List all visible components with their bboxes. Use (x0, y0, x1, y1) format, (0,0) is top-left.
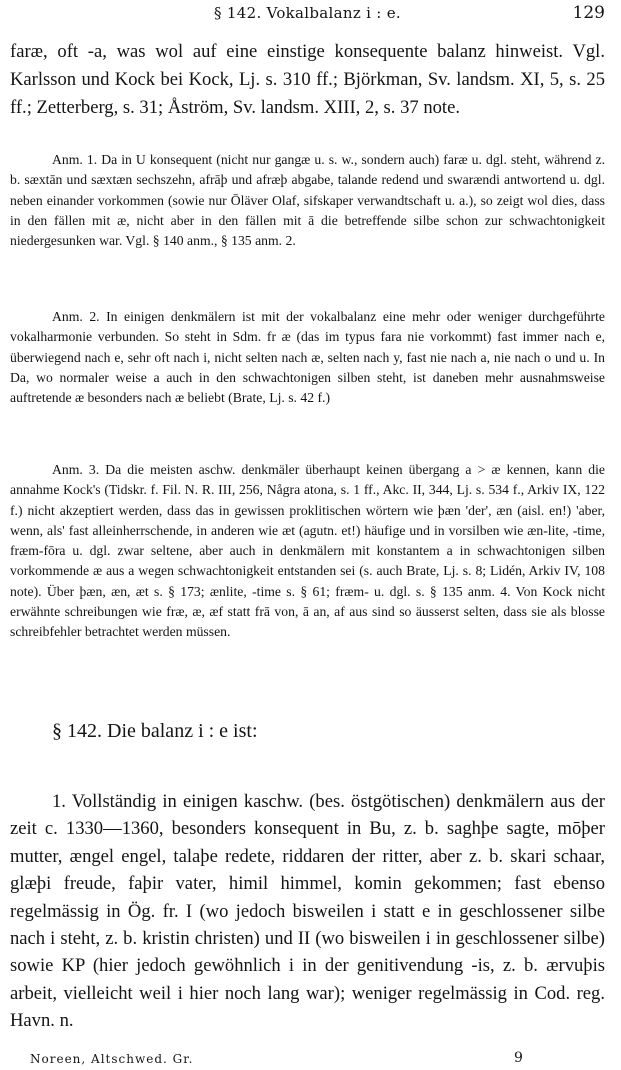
section-heading: § 142. Die balanz i : e ist: (52, 720, 258, 742)
header-title: § 142. Vokalbalanz i : e. (214, 4, 401, 22)
footer-sheet-number: 9 (514, 1050, 523, 1066)
main-paragraph: faræ, oft -a, was wol auf eine einstige konsequente balanz hinweist. Vgl. Karlsson und Kock bei Kock, Lj. s. 310 ff.; Björkman, Sv. landsm. XI, 5, s. 25 ff.; Zetterberg, s. 31; Åström, Sv. landsm. XIII, 2, s. 37 note. (10, 41, 605, 118)
annotation-2: Anm. 2. In einigen denkmälern ist mit der vokalbalanz eine mehr oder weniger durchgeführte vokalharmonie verbunden. So steht in Sdm. fr æ (das im typus fara nie vorkommt) fast immer nach e, überwiegend nach e, sehr oft nach i, nicht selten nach æ, selten nach y, fast nie nach a, nie nach o und u. In Da, wo normaler weise a auch in den schwachtonigen silben steht, ist daneben mehr ausnahmsweise auftretende æ besonders nach æ beliebt (Brate, Lj. s. 42 f.) (10, 309, 605, 406)
footer-signature: Noreen, Altschwed. Gr. (30, 1052, 194, 1066)
annotation-1: Anm. 1. Da in U konsequent (nicht nur gangæ u. s. w., sondern auch) faræ u. dgl. steht, während z. b. sæxtān und sæxtæn sechszehn, afrāþ und afræþ abgabe, talande redend und swarændi antwortend u. dgl. neben einander vorkommen (sowie nur Ōläver Olaf, sifskaper verwandtschaft u. a.), so zeigt wol dies, dass in den fällen mit æ, nicht aber in den fällen mit ā die betreffende silbe schon zur schwachtonigkeit niedergesunken war. Vgl. § 140 anm., § 135 anm. 2. (10, 152, 605, 249)
running-header (10, 4, 605, 26)
annotation-3: Anm. 3. Da die meisten aschw. denkmäler überhaupt keinen übergang a > æ kennen, kann die annahme Kock's (Tidskr. f. Fil. N. R. III, 256, Några atona, s. 1 ff., Akc. II, 344, Lj. s. 534 f., Arkiv IX, 122 f.) nicht akzeptiert werden, dass das in gewissen proklitischen wörtern wie þæn 'der', æn (aisl. en!) 'aber, wenn, als' fast alleinherrschende, in anderen wie æt (agutn. et!) häufige und in vorsilben wie æn-lite, -time, fræm-fōra u. dgl. zwar seltene, aber auch in denkmälern mit konstantem a in schwachtonigen silben vorkommende æ aus a wegen schwachtonigkeit entstanden sei (s. auch Brate, Lj. s. 8; Lidén, Arkiv IV, 108 note). Über þæn, æn, æt s. § 173; ænlite, -time s. § 61; fræm- u. dgl. s. § 135 anm. 4. Von Kock nicht erwähnte schreibungen wie fræ, æ, æf statt frā von, ā an, af aus sind so äusserst selten, dass sie als blosse schreibfehler betrachtet werden müssen. (10, 462, 605, 640)
page-number: 129 (572, 3, 605, 23)
page-footer (30, 1052, 530, 1068)
section-paragraph: 1. Vollständig in einigen kaschw. (bes. östgötischen) denkmälern aus der zeit c. 1330—1360, besonders konsequent in Bu, z. b. saghþe sagte, mōþer mutter, ængel engel, talaþe redete, riddaren der ritter, aber z. b. skari schaar, glæþi freude, faþir vater, himil himmel, komin gekommen; fast ebenso regelmässig in Ög. fr. I (wo jedoch bisweilen i statt e in geschlossener silbe nach i steht, z. b. kristin christen) und II (wo bisweilen i in geschlossener silbe) sowie KP (hier jedoch gewöhnlich i in der genitivendung -is, z. b. ærvuþis arbeit, vielleicht weil i hier noch lang war); weniger regelmässig in Cod. reg. Havn. n. (10, 791, 605, 1032)
